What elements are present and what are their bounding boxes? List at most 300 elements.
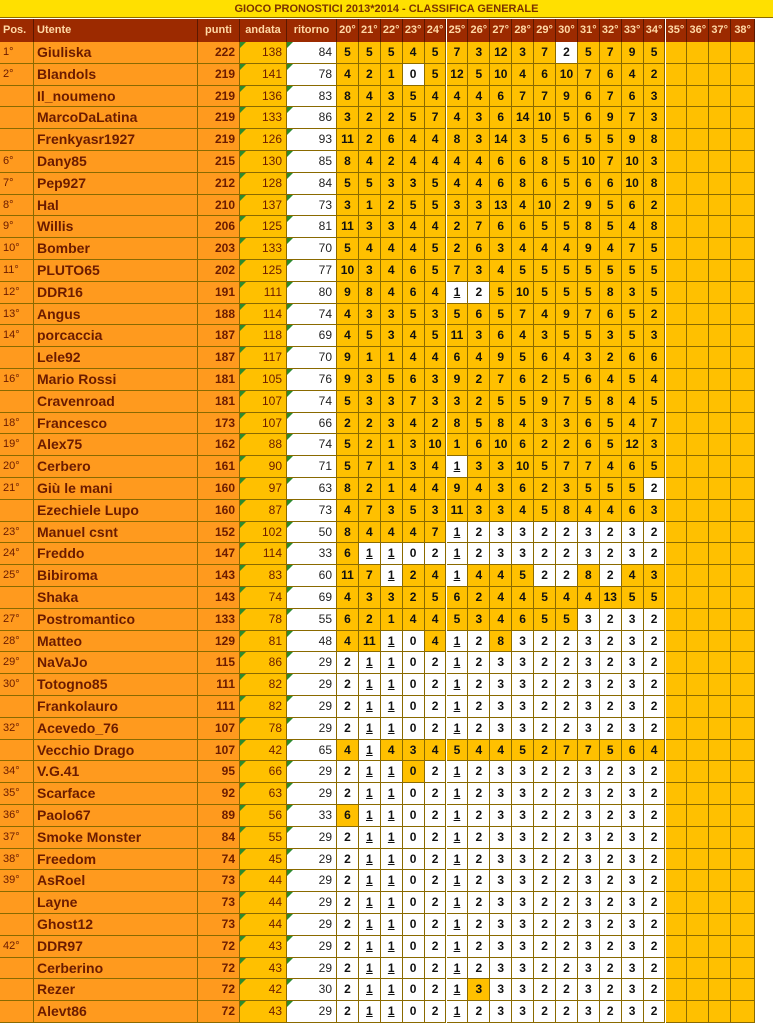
week-score-cell[interactable] — [381, 260, 403, 282]
andata-cell[interactable]: 126 — [240, 129, 287, 151]
week-score-cell[interactable] — [666, 543, 688, 565]
week-score-cell[interactable] — [447, 500, 469, 522]
week-score-cell[interactable] — [666, 129, 688, 151]
week-score-cell[interactable] — [403, 347, 425, 369]
week-score-cell[interactable] — [644, 565, 666, 587]
week-score-cell[interactable] — [534, 107, 556, 129]
user-name-cell[interactable]: Smoke Monster — [34, 827, 198, 849]
week-score-cell[interactable] — [578, 892, 600, 914]
week-score-cell[interactable] — [490, 391, 512, 413]
ritorno-cell[interactable]: 70 — [287, 347, 337, 369]
position-cell[interactable]: 35° — [0, 783, 34, 805]
week-score-cell[interactable] — [556, 238, 578, 260]
week-score-cell[interactable] — [403, 740, 425, 762]
position-cell[interactable]: 30° — [0, 674, 34, 696]
position-cell[interactable]: 34° — [0, 761, 34, 783]
andata-cell[interactable]: 117 — [240, 347, 287, 369]
week-score-cell[interactable] — [447, 718, 469, 740]
week-score-cell[interactable] — [359, 107, 381, 129]
week-score-cell[interactable] — [425, 238, 447, 260]
points-cell[interactable]: 188 — [198, 304, 240, 326]
week-score-cell[interactable] — [337, 914, 359, 936]
position-cell[interactable]: 13° — [0, 304, 34, 326]
week-score-cell[interactable] — [666, 805, 688, 827]
week-score-cell[interactable] — [468, 565, 490, 587]
week-score-cell[interactable] — [709, 173, 731, 195]
points-cell[interactable]: 162 — [198, 434, 240, 456]
week-score-cell[interactable] — [490, 631, 512, 653]
ritorno-cell[interactable]: 29 — [287, 892, 337, 914]
week-score-cell[interactable] — [468, 260, 490, 282]
user-name-cell[interactable]: Paolo67 — [34, 805, 198, 827]
week-score-cell[interactable] — [534, 129, 556, 151]
week-score-cell[interactable] — [600, 325, 622, 347]
points-cell[interactable]: 219 — [198, 129, 240, 151]
week-score-cell[interactable] — [709, 522, 731, 544]
week-score-cell[interactable] — [622, 478, 644, 500]
week-score-cell[interactable] — [556, 413, 578, 435]
week-score-cell[interactable] — [381, 42, 403, 64]
week-score-cell[interactable] — [687, 718, 709, 740]
week-score-cell[interactable] — [359, 478, 381, 500]
week-score-cell[interactable] — [534, 173, 556, 195]
week-score-cell[interactable] — [556, 718, 578, 740]
week-score-cell[interactable] — [731, 325, 755, 347]
week-score-cell[interactable] — [644, 42, 666, 64]
week-score-cell[interactable] — [687, 107, 709, 129]
week-score-cell[interactable] — [512, 740, 534, 762]
andata-cell[interactable]: 42 — [240, 740, 287, 762]
user-name-cell[interactable]: Cerbero — [34, 456, 198, 478]
andata-cell[interactable]: 88 — [240, 434, 287, 456]
points-cell[interactable]: 115 — [198, 652, 240, 674]
points-cell[interactable]: 203 — [198, 238, 240, 260]
week-score-cell[interactable] — [403, 849, 425, 871]
week-score-cell[interactable] — [622, 304, 644, 326]
week-score-cell[interactable] — [556, 587, 578, 609]
week-score-cell[interactable] — [468, 870, 490, 892]
position-cell[interactable]: 21° — [0, 478, 34, 500]
week-score-cell[interactable] — [337, 151, 359, 173]
week-score-cell[interactable] — [578, 805, 600, 827]
position-cell[interactable] — [0, 958, 34, 980]
week-score-cell[interactable] — [600, 1001, 622, 1023]
week-score-cell[interactable] — [600, 107, 622, 129]
week-score-cell[interactable] — [490, 761, 512, 783]
week-score-cell[interactable] — [403, 282, 425, 304]
points-cell[interactable]: 73 — [198, 892, 240, 914]
week-score-cell[interactable] — [600, 631, 622, 653]
week-score-cell[interactable] — [731, 260, 755, 282]
week-score-cell[interactable] — [600, 761, 622, 783]
week-score-cell[interactable] — [534, 849, 556, 871]
week-score-cell[interactable] — [600, 216, 622, 238]
week-score-cell[interactable] — [556, 304, 578, 326]
week-score-cell[interactable] — [403, 631, 425, 653]
position-cell[interactable]: 12° — [0, 282, 34, 304]
position-cell[interactable]: 29° — [0, 652, 34, 674]
andata-cell[interactable]: 107 — [240, 391, 287, 413]
user-name-cell[interactable]: Cerberino — [34, 958, 198, 980]
week-score-cell[interactable] — [468, 195, 490, 217]
week-score-cell[interactable] — [447, 761, 469, 783]
week-score-cell[interactable] — [534, 522, 556, 544]
week-score-cell[interactable] — [512, 958, 534, 980]
points-cell[interactable]: 160 — [198, 500, 240, 522]
week-score-cell[interactable] — [359, 522, 381, 544]
week-score-cell[interactable] — [337, 543, 359, 565]
ritorno-cell[interactable]: 29 — [287, 827, 337, 849]
week-score-cell[interactable] — [425, 500, 447, 522]
week-score-cell[interactable] — [578, 369, 600, 391]
week-score-cell[interactable] — [468, 740, 490, 762]
ritorno-cell[interactable]: 76 — [287, 369, 337, 391]
andata-cell[interactable]: 114 — [240, 304, 287, 326]
week-score-cell[interactable] — [731, 674, 755, 696]
week-score-cell[interactable] — [687, 936, 709, 958]
week-score-cell[interactable] — [666, 500, 688, 522]
week-score-cell[interactable] — [381, 609, 403, 631]
week-score-cell[interactable] — [337, 805, 359, 827]
week-score-cell[interactable] — [709, 369, 731, 391]
week-score-cell[interactable] — [403, 696, 425, 718]
week-score-cell[interactable] — [447, 151, 469, 173]
week-score-cell[interactable] — [534, 914, 556, 936]
week-score-cell[interactable] — [490, 1001, 512, 1023]
week-score-cell[interactable] — [687, 631, 709, 653]
week-score-cell[interactable] — [709, 260, 731, 282]
week-score-cell[interactable] — [337, 238, 359, 260]
week-score-cell[interactable] — [600, 522, 622, 544]
andata-cell[interactable]: 83 — [240, 565, 287, 587]
week-score-cell[interactable] — [512, 391, 534, 413]
week-score-cell[interactable] — [447, 391, 469, 413]
week-score-cell[interactable] — [534, 631, 556, 653]
week-score-cell[interactable] — [403, 805, 425, 827]
week-score-cell[interactable] — [403, 129, 425, 151]
week-score-cell[interactable] — [644, 870, 666, 892]
week-score-cell[interactable] — [709, 1001, 731, 1023]
user-name-cell[interactable]: Willis — [34, 216, 198, 238]
user-name-cell[interactable]: Layne — [34, 892, 198, 914]
ritorno-cell[interactable]: 84 — [287, 42, 337, 64]
user-name-cell[interactable]: DDR97 — [34, 936, 198, 958]
week-score-cell[interactable] — [709, 391, 731, 413]
week-score-cell[interactable] — [600, 587, 622, 609]
andata-cell[interactable]: 90 — [240, 456, 287, 478]
ritorno-cell[interactable]: 65 — [287, 740, 337, 762]
week-score-cell[interactable] — [709, 86, 731, 108]
points-cell[interactable]: 187 — [198, 325, 240, 347]
week-score-cell[interactable] — [337, 827, 359, 849]
week-score-cell[interactable] — [447, 543, 469, 565]
week-score-cell[interactable] — [600, 827, 622, 849]
andata-cell[interactable]: 111 — [240, 282, 287, 304]
week-score-cell[interactable] — [731, 827, 755, 849]
week-score-cell[interactable] — [468, 718, 490, 740]
week-score-cell[interactable] — [731, 609, 755, 631]
week-score-cell[interactable] — [512, 761, 534, 783]
position-cell[interactable]: 14° — [0, 325, 34, 347]
week-score-cell[interactable] — [534, 369, 556, 391]
position-cell[interactable]: 25° — [0, 565, 34, 587]
week-score-cell[interactable] — [468, 914, 490, 936]
week-score-cell[interactable] — [425, 805, 447, 827]
points-cell[interactable]: 181 — [198, 391, 240, 413]
position-cell[interactable] — [0, 914, 34, 936]
week-score-cell[interactable] — [709, 740, 731, 762]
week-score-cell[interactable] — [644, 783, 666, 805]
week-score-cell[interactable] — [381, 805, 403, 827]
week-score-cell[interactable] — [556, 631, 578, 653]
points-cell[interactable]: 73 — [198, 914, 240, 936]
ritorno-cell[interactable]: 80 — [287, 282, 337, 304]
week-score-cell[interactable] — [556, 827, 578, 849]
week-score-cell[interactable] — [622, 369, 644, 391]
ritorno-cell[interactable]: 29 — [287, 674, 337, 696]
week-score-cell[interactable] — [534, 413, 556, 435]
week-score-cell[interactable] — [468, 413, 490, 435]
week-score-cell[interactable] — [731, 718, 755, 740]
week-score-cell[interactable] — [622, 325, 644, 347]
week-score-cell[interactable] — [556, 1001, 578, 1023]
week-score-cell[interactable] — [687, 434, 709, 456]
week-score-cell[interactable] — [534, 391, 556, 413]
week-score-cell[interactable] — [359, 849, 381, 871]
points-cell[interactable]: 143 — [198, 565, 240, 587]
week-score-cell[interactable] — [447, 522, 469, 544]
week-score-cell[interactable] — [556, 870, 578, 892]
ritorno-cell[interactable]: 29 — [287, 849, 337, 871]
week-score-cell[interactable] — [666, 914, 688, 936]
week-score-cell[interactable] — [709, 107, 731, 129]
week-score-cell[interactable] — [666, 304, 688, 326]
points-cell[interactable]: 152 — [198, 522, 240, 544]
week-score-cell[interactable] — [447, 565, 469, 587]
week-score-cell[interactable] — [359, 64, 381, 86]
week-score-cell[interactable] — [534, 42, 556, 64]
week-score-cell[interactable] — [490, 718, 512, 740]
week-score-cell[interactable] — [447, 805, 469, 827]
week-score-cell[interactable] — [600, 849, 622, 871]
week-score-cell[interactable] — [687, 369, 709, 391]
week-score-cell[interactable] — [381, 282, 403, 304]
week-score-cell[interactable] — [381, 86, 403, 108]
week-score-cell[interactable] — [337, 195, 359, 217]
week-score-cell[interactable] — [534, 1001, 556, 1023]
week-score-cell[interactable] — [731, 107, 755, 129]
week-score-cell[interactable] — [666, 42, 688, 64]
week-score-cell[interactable] — [644, 958, 666, 980]
week-score-cell[interactable] — [709, 631, 731, 653]
points-cell[interactable]: 202 — [198, 260, 240, 282]
week-score-cell[interactable] — [359, 543, 381, 565]
week-score-cell[interactable] — [468, 936, 490, 958]
week-score-cell[interactable] — [731, 565, 755, 587]
week-score-cell[interactable] — [578, 827, 600, 849]
week-score-cell[interactable] — [709, 413, 731, 435]
week-score-cell[interactable] — [534, 282, 556, 304]
week-score-cell[interactable] — [425, 413, 447, 435]
week-score-cell[interactable] — [622, 805, 644, 827]
week-score-cell[interactable] — [556, 260, 578, 282]
week-score-cell[interactable] — [622, 42, 644, 64]
week-score-cell[interactable] — [644, 761, 666, 783]
week-score-cell[interactable] — [359, 304, 381, 326]
week-score-cell[interactable] — [447, 870, 469, 892]
week-score-cell[interactable] — [425, 86, 447, 108]
week-score-cell[interactable] — [709, 718, 731, 740]
user-name-cell[interactable]: Giù le mani — [34, 478, 198, 500]
week-score-cell[interactable] — [666, 413, 688, 435]
week-score-cell[interactable] — [403, 892, 425, 914]
week-score-cell[interactable] — [337, 456, 359, 478]
week-score-cell[interactable] — [512, 347, 534, 369]
week-score-cell[interactable] — [490, 434, 512, 456]
week-score-cell[interactable] — [512, 543, 534, 565]
week-score-cell[interactable] — [556, 325, 578, 347]
week-score-cell[interactable] — [534, 892, 556, 914]
week-score-cell[interactable] — [425, 304, 447, 326]
week-score-cell[interactable] — [731, 369, 755, 391]
week-score-cell[interactable] — [337, 652, 359, 674]
week-score-cell[interactable] — [381, 674, 403, 696]
ritorno-cell[interactable]: 66 — [287, 413, 337, 435]
week-score-cell[interactable] — [644, 827, 666, 849]
week-score-cell[interactable] — [578, 42, 600, 64]
week-score-cell[interactable] — [556, 936, 578, 958]
week-score-cell[interactable] — [578, 609, 600, 631]
week-score-cell[interactable] — [534, 936, 556, 958]
week-score-cell[interactable] — [512, 238, 534, 260]
week-score-cell[interactable] — [687, 42, 709, 64]
points-cell[interactable]: 72 — [198, 979, 240, 1001]
week-score-cell[interactable] — [512, 86, 534, 108]
week-score-cell[interactable] — [622, 282, 644, 304]
andata-cell[interactable]: 44 — [240, 892, 287, 914]
week-score-cell[interactable] — [359, 652, 381, 674]
week-score-cell[interactable] — [381, 173, 403, 195]
week-score-cell[interactable] — [403, 195, 425, 217]
week-score-cell[interactable] — [644, 238, 666, 260]
week-score-cell[interactable] — [600, 696, 622, 718]
week-score-cell[interactable] — [381, 391, 403, 413]
user-name-cell[interactable]: Lele92 — [34, 347, 198, 369]
week-score-cell[interactable] — [425, 565, 447, 587]
points-cell[interactable]: 72 — [198, 936, 240, 958]
week-score-cell[interactable] — [644, 282, 666, 304]
position-cell[interactable] — [0, 500, 34, 522]
ritorno-cell[interactable]: 50 — [287, 522, 337, 544]
week-score-cell[interactable] — [490, 892, 512, 914]
week-score-cell[interactable] — [666, 652, 688, 674]
week-score-cell[interactable] — [556, 434, 578, 456]
week-score-cell[interactable] — [447, 369, 469, 391]
week-score-cell[interactable] — [359, 325, 381, 347]
week-score-cell[interactable] — [578, 216, 600, 238]
user-name-cell[interactable]: AsRoel — [34, 870, 198, 892]
week-score-cell[interactable] — [425, 195, 447, 217]
week-score-cell[interactable] — [534, 718, 556, 740]
week-score-cell[interactable] — [359, 86, 381, 108]
week-score-cell[interactable] — [512, 783, 534, 805]
week-score-cell[interactable] — [644, 1001, 666, 1023]
week-score-cell[interactable] — [622, 761, 644, 783]
week-score-cell[interactable] — [666, 892, 688, 914]
week-score-cell[interactable] — [666, 522, 688, 544]
week-score-cell[interactable] — [381, 849, 403, 871]
week-score-cell[interactable] — [337, 173, 359, 195]
week-score-cell[interactable] — [666, 216, 688, 238]
week-score-cell[interactable] — [534, 696, 556, 718]
week-score-cell[interactable] — [644, 151, 666, 173]
week-score-cell[interactable] — [709, 761, 731, 783]
week-score-cell[interactable] — [578, 958, 600, 980]
week-score-cell[interactable] — [709, 42, 731, 64]
week-score-cell[interactable] — [578, 456, 600, 478]
week-score-cell[interactable] — [425, 914, 447, 936]
week-score-cell[interactable] — [534, 434, 556, 456]
week-score-cell[interactable] — [731, 216, 755, 238]
points-cell[interactable]: 160 — [198, 478, 240, 500]
user-name-cell[interactable]: porcaccia — [34, 325, 198, 347]
week-score-cell[interactable] — [403, 42, 425, 64]
week-score-cell[interactable] — [644, 522, 666, 544]
week-score-cell[interactable] — [534, 979, 556, 1001]
week-score-cell[interactable] — [403, 543, 425, 565]
week-score-cell[interactable] — [666, 674, 688, 696]
week-score-cell[interactable] — [600, 282, 622, 304]
week-score-cell[interactable] — [381, 740, 403, 762]
week-score-cell[interactable] — [403, 761, 425, 783]
week-score-cell[interactable] — [731, 805, 755, 827]
points-cell[interactable]: 181 — [198, 369, 240, 391]
week-score-cell[interactable] — [556, 195, 578, 217]
week-score-cell[interactable] — [490, 587, 512, 609]
week-score-cell[interactable] — [687, 827, 709, 849]
week-score-cell[interactable] — [425, 369, 447, 391]
user-name-cell[interactable]: Pep927 — [34, 173, 198, 195]
week-score-cell[interactable] — [666, 260, 688, 282]
week-score-cell[interactable] — [534, 783, 556, 805]
position-cell[interactable]: 28° — [0, 631, 34, 653]
week-score-cell[interactable] — [534, 216, 556, 238]
points-cell[interactable]: 212 — [198, 173, 240, 195]
week-score-cell[interactable] — [359, 609, 381, 631]
ritorno-cell[interactable]: 30 — [287, 979, 337, 1001]
week-score-cell[interactable] — [490, 849, 512, 871]
week-score-cell[interactable] — [359, 173, 381, 195]
week-score-cell[interactable] — [666, 783, 688, 805]
week-score-cell[interactable] — [687, 609, 709, 631]
ritorno-cell[interactable]: 77 — [287, 260, 337, 282]
week-score-cell[interactable] — [556, 892, 578, 914]
week-score-cell[interactable] — [687, 413, 709, 435]
user-name-cell[interactable]: Frankolauro — [34, 696, 198, 718]
week-score-cell[interactable] — [644, 304, 666, 326]
week-score-cell[interactable] — [578, 565, 600, 587]
week-score-cell[interactable] — [381, 936, 403, 958]
week-score-cell[interactable] — [490, 609, 512, 631]
week-score-cell[interactable] — [622, 391, 644, 413]
week-score-cell[interactable] — [687, 761, 709, 783]
week-score-cell[interactable] — [644, 260, 666, 282]
week-score-cell[interactable] — [381, 892, 403, 914]
week-score-cell[interactable] — [403, 522, 425, 544]
week-score-cell[interactable] — [731, 892, 755, 914]
week-score-cell[interactable] — [337, 434, 359, 456]
week-score-cell[interactable] — [600, 86, 622, 108]
